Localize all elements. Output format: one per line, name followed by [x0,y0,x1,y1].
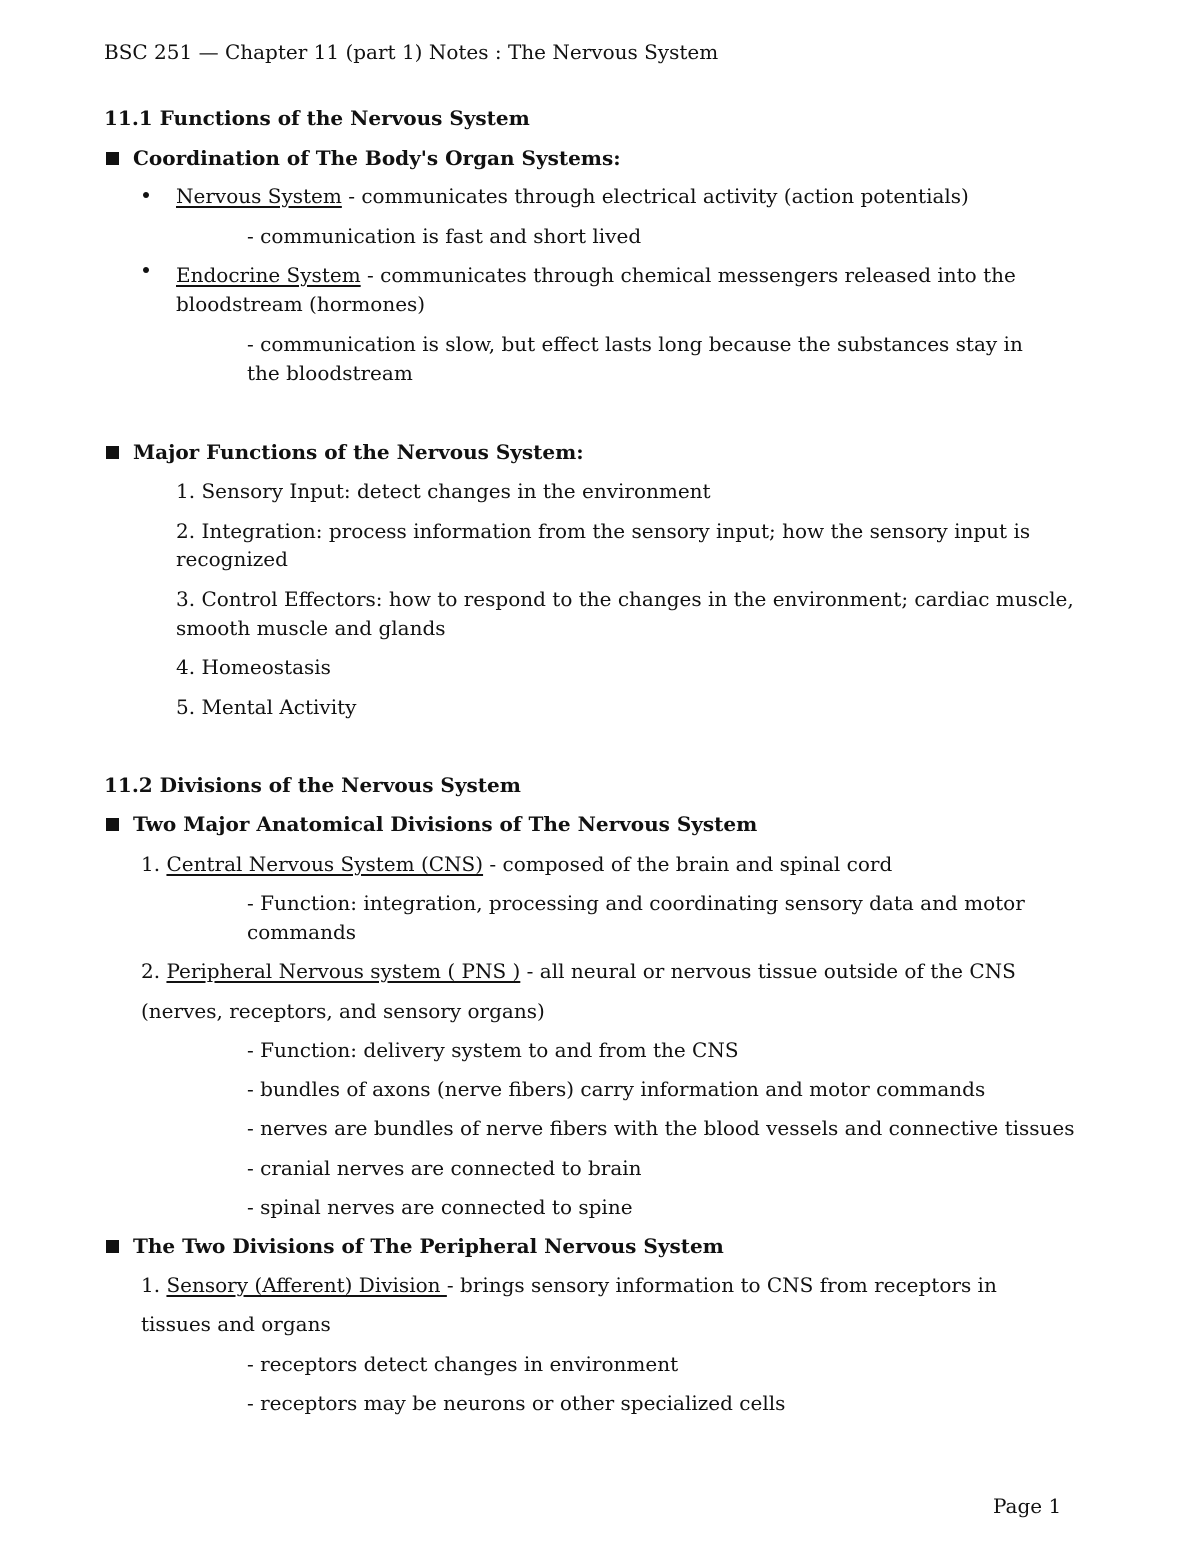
pns-subnote: - spinal nerves are connected to spine [247,1195,633,1219]
function-item-3: 3. Control Effectors: how to respond to the changes in the environment; cardiac muscle, [176,587,1074,611]
sensory-subnote: - receptors detect changes in environment [247,1352,679,1376]
sensory-description: - brings sensory information to CNS from receptors in [446,1273,997,1297]
square-bullet-icon [106,818,119,831]
term-cns: Central Nervous System (CNS) [166,852,484,876]
cns-description: - composed of the brain and spinal cord [483,852,893,876]
pns-subnote: - Function: delivery system to and from the CNS [247,1038,739,1062]
square-bullet-icon [106,152,119,165]
endocrine-system-subnote-cont: the bloodstream [247,361,413,385]
page-number: Page 1 [993,1494,1062,1518]
subheading-coordination: Coordination of The Body's Organ Systems: [133,146,621,170]
function-item-4: 4. Homeostasis [176,655,331,679]
pns-number: 2. [141,959,167,983]
pns-subnote: - cranial nerves are connected to brain [247,1156,642,1180]
function-item-3-cont: smooth muscle and glands [176,616,446,640]
round-bullet-icon [143,267,149,273]
cns-subnote: - Function: integration, processing and coordinating sensory data and motor [247,891,1025,915]
nervous-system-description: - communicates through electrical activity (action potentials) [341,184,969,208]
term-sensory-division: Sensory (Afferent) Division [166,1273,447,1297]
sensory-number: 1. [141,1273,167,1297]
list-item-nervous-system [176,184,969,208]
list-item-sensory-division [141,1273,997,1297]
document-header: BSC 251 — Chapter 11 (part 1) Notes : The Nervous System [104,40,719,64]
function-item-5: 5. Mental Activity [176,695,357,719]
list-item-pns [141,959,1016,983]
section-heading-11-2: 11.2 Divisions of the Nervous System [104,773,521,797]
function-item-2: 2. Integration: process information from the sensory input; how the sensory input is [176,519,1031,543]
pns-subnote: - bundles of axons (nerve fibers) carry information and motor commands [247,1077,986,1101]
sensory-subnote: - receptors may be neurons or other specialized cells [247,1391,786,1415]
endocrine-system-description: - communicates through chemical messengers released into the [360,263,1016,287]
square-bullet-icon [106,1240,119,1253]
list-item-cns [141,852,892,876]
pns-description: - all neural or nervous tissue outside of the CNS [520,959,1016,983]
nervous-system-subnote: - communication is fast and short lived [247,224,642,248]
subheading-anatomical-divisions: Two Major Anatomical Divisions of The Nervous System [133,812,758,836]
sensory-description-cont: tissues and organs [141,1312,331,1336]
cns-subnote-cont: commands [247,920,357,944]
subheading-pns-divisions: The Two Divisions of The Peripheral Nervous System [133,1234,724,1258]
cns-number: 1. [141,852,167,876]
section-heading-11-1: 11.1 Functions of the Nervous System [104,106,530,130]
square-bullet-icon [106,446,119,459]
round-bullet-icon [143,192,149,198]
function-item-1: 1. Sensory Input: detect changes in the environment [176,479,711,503]
endocrine-system-description-cont: bloodstream (hormones) [176,292,426,316]
subheading-major-functions: Major Functions of the Nervous System: [133,440,584,464]
endocrine-system-subnote: - communication is slow, but effect lasts long because the substances stay in [247,332,1023,356]
list-item-endocrine-system [176,263,1016,287]
term-endocrine-system: Endocrine System [176,263,361,287]
pns-description-cont: (nerves, receptors, and sensory organs) [141,999,545,1023]
function-item-2-cont: recognized [176,547,288,571]
term-pns: Peripheral Nervous system ( PNS ) [166,959,521,983]
pns-subnote: - nerves are bundles of nerve fibers with the blood vessels and connective tissues [247,1116,1075,1140]
term-nervous-system: Nervous System [176,184,342,208]
